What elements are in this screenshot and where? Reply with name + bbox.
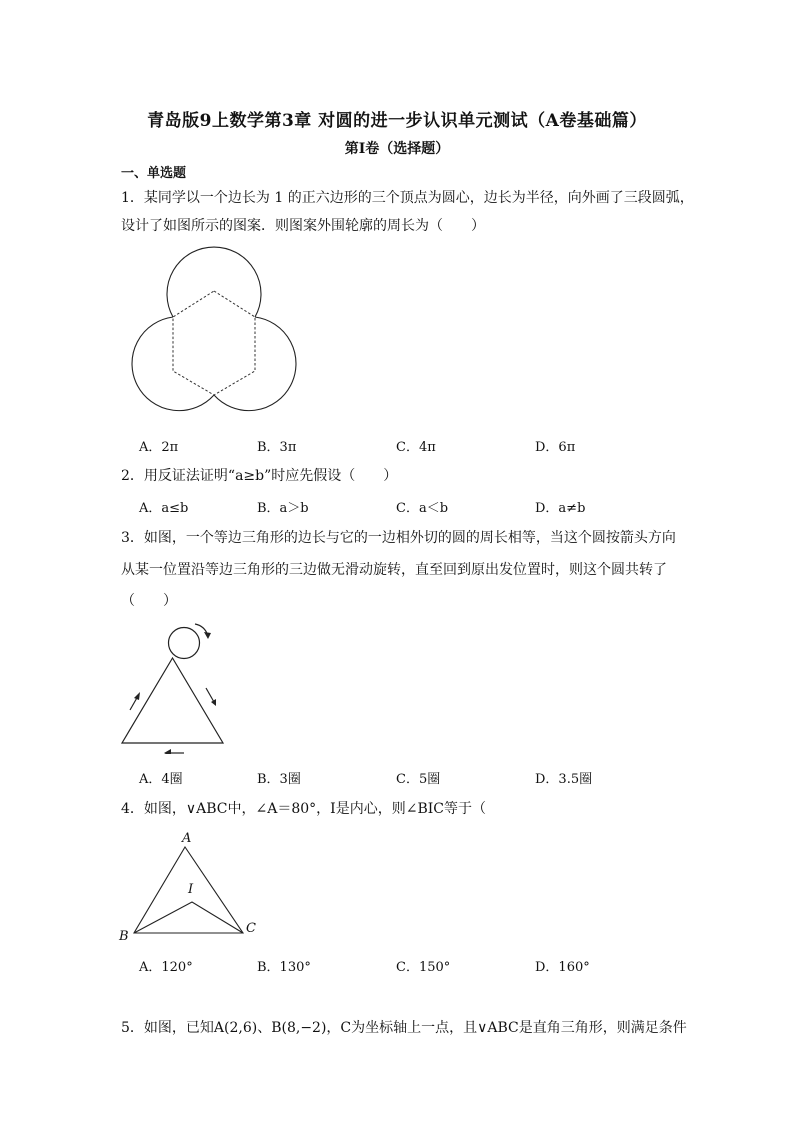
question-3-option-d[interactable]: D．3.5圈 — [535, 772, 593, 787]
question-4-option-b[interactable]: B．130° — [257, 960, 311, 975]
question-4-option-c[interactable]: C．150° — [396, 960, 451, 975]
question-1-option-b[interactable]: B．3π — [257, 440, 297, 455]
volume-subtitle: 第Ⅰ卷（选择题） — [344, 141, 450, 157]
vertex-label-a: A — [182, 831, 192, 846]
equilateral-triangle — [122, 658, 223, 743]
bottom-arrowhead-icon — [164, 749, 171, 754]
rolling-circle-figure — [112, 614, 242, 754]
question-3-option-b[interactable]: B．3圈 — [257, 772, 301, 787]
question-1-option-c[interactable]: C．4π — [396, 440, 436, 455]
question-2-line-1: 2．用反证法证明“a≥b”时应先假设（ ） — [121, 468, 398, 484]
question-1-option-a[interactable]: A．2π — [139, 440, 179, 455]
incenter-triangle-figure — [112, 826, 262, 948]
question-2-option-a[interactable]: A．a≤b — [139, 501, 189, 516]
left-arrowhead-icon — [134, 692, 140, 700]
dotted-hexagon — [173, 291, 255, 395]
curved-arrowhead-icon — [204, 632, 211, 639]
question-3-option-c[interactable]: C．5圈 — [396, 772, 441, 787]
section-heading: 一、单选题 — [121, 166, 187, 181]
vertex-label-b: B — [119, 929, 129, 944]
question-3-line-3: （ ） — [121, 593, 177, 609]
question-2-option-d[interactable]: D．a≠b — [535, 501, 586, 516]
question-3-line-2: 从某一位置沿等边三角形的三边做无滑动旋转，直至回到原出发位置时，则这个圆共转了 — [121, 562, 667, 578]
incenter-label-i: I — [188, 882, 194, 897]
question-5-line-1: 5．如图，已知A(2,6)、B(8,−2)，C为坐标轴上一点，且∨ABC是直角三角形，则满足条件 — [121, 1020, 687, 1036]
question-2-option-b[interactable]: B．a＞b — [257, 501, 309, 516]
question-1-line-2: 设计了如图所示的图案．则图案外围轮廓的周长为（ ） — [121, 218, 485, 234]
right-side-arrow-line — [206, 688, 214, 702]
page-title: 青岛版9上数学第3章 对圆的进一步认识单元测试（A卷基础篇） — [147, 111, 647, 131]
question-4-option-d[interactable]: D．160° — [535, 960, 590, 975]
question-4-line-1: 4．如图，∨ABC中，∠A＝80°，I是内心，则∠BIC等于（ — [121, 801, 486, 817]
rolling-circle — [169, 628, 200, 659]
question-2-options — [139, 497, 759, 517]
question-4-option-a[interactable]: A．120° — [139, 960, 193, 975]
question-3-option-a[interactable]: A．4圈 — [139, 772, 183, 787]
vertex-label-c: C — [246, 921, 256, 936]
question-4-options — [139, 956, 759, 976]
question-3-options — [139, 768, 759, 788]
incenter-lines — [134, 902, 243, 933]
question-2-option-c[interactable]: C．a＜b — [396, 501, 449, 516]
question-1-option-d[interactable]: D．6π — [535, 440, 576, 455]
hexagon-arcs-figure — [118, 244, 308, 424]
question-3-line-1: 3．如图，一个等边三角形的边长与它的一边相外切的圆的周长相等，当这个圆按箭头方向 — [121, 530, 676, 546]
question-1-line-1: 1．某同学以一个边长为 1 的正六边形的三个顶点为圆心，边长为半径，向外画了三段圆弧， — [121, 190, 694, 206]
question-1-options — [139, 436, 759, 456]
outer-arc-top — [167, 247, 261, 317]
